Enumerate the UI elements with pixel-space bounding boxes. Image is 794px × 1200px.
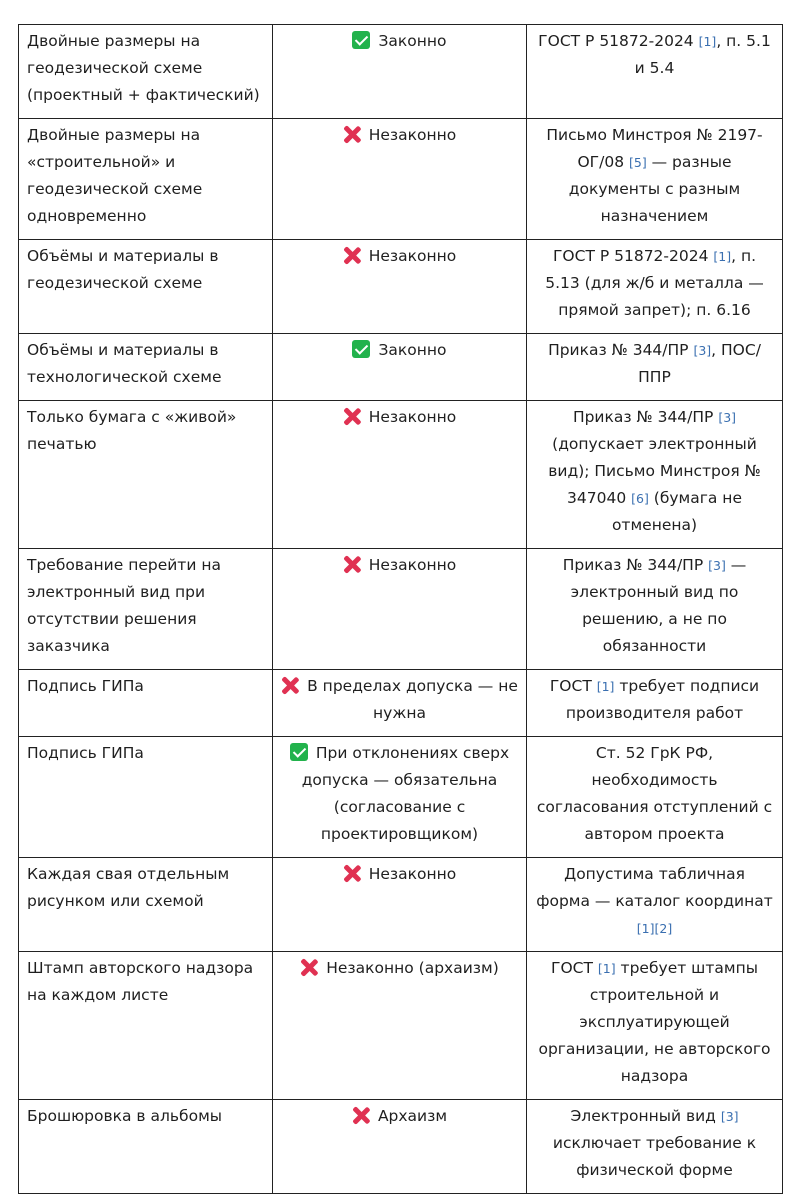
table-row [19,549,783,670]
source-cell [527,119,783,240]
requirement-cell: Требование перейти на электронный вид при отсутствии решения заказчика [19,549,273,670]
reference-link[interactable]: [1] [698,34,717,49]
requirement-cell: Подпись ГИПа [19,737,273,858]
status-label: Незаконно (архаизм) [326,959,499,977]
reference-link[interactable]: [6] [631,491,649,506]
check-icon [352,340,370,358]
check-icon [352,31,370,49]
reference-link[interactable]: [5] [628,155,647,170]
requirement-cell: Двойные размеры на «строительной» и геодезической схеме одновременно [19,119,273,240]
status-label: В пределах допуска — не нужна [307,677,518,722]
source-cell [527,549,783,670]
status-cell [273,25,527,119]
status-label: Архаизм [377,1107,448,1125]
source-cell [527,334,783,401]
status-cell [273,737,527,858]
source-text: — разные документы с разным назначением [568,153,741,225]
cross-icon [352,1106,370,1124]
status-label: Законно [378,341,447,359]
requirement-cell: Только бумага с «живой» печатью [19,401,273,549]
source-text: исключает требование к физической форме [552,1134,757,1179]
table-row [19,952,783,1100]
source-text: , ПОС/ППР [638,341,761,386]
source-text: (допускает электронный вид); Письмо Минстроя № 347040 [548,435,761,507]
table-body [19,25,783,1194]
source-cell [527,858,783,952]
source-text: требует подписи производителя работ [565,677,760,722]
source-text: Приказ № 344/ПР [548,341,694,359]
requirement-cell: Подпись ГИПа [19,670,273,737]
legal-requirements-table [18,24,783,1194]
status-label: Незаконно [368,865,457,883]
reference-link[interactable]: [1] [636,921,655,936]
table-row [19,119,783,240]
table-row [19,670,783,737]
requirement-cell: Штамп авторского надзора на каждом листе [19,952,273,1100]
reference-link[interactable]: [2] [654,921,673,936]
status-cell [273,1100,527,1194]
table-row [19,858,783,952]
source-text: Письмо Минстроя № 2197-ОГ/08 [546,126,763,171]
source-cell [527,952,783,1100]
requirement-cell: Объёмы и материалы в технологической схеме [19,334,273,401]
source-cell [527,401,783,549]
source-text: Ст. 52 ГрК РФ, необходимость согласования отступлений с автором проекта [536,744,773,843]
reference-link[interactable]: [1] [596,679,615,694]
requirement-cell: Брошюровка в альбомы [19,1100,273,1194]
cross-icon [343,407,361,425]
table-row [19,401,783,549]
table-row [19,240,783,334]
requirement-cell: Объёмы и материалы в геодезической схеме [19,240,273,334]
reference-link[interactable]: [3] [693,343,712,358]
source-text: , п. 5.13 (для ж/б и металла — прямой запрет); п. 6.16 [545,247,764,319]
status-cell [273,858,527,952]
check-icon [290,743,308,761]
source-text: Приказ № 344/ПР [562,556,709,574]
status-label: Незаконно [368,247,457,265]
source-text: требует штампы строительной и эксплуатирующей организации, не авторского надзора [538,959,771,1085]
table-row [19,25,783,119]
reference-link[interactable]: [3] [718,410,737,425]
status-label: Законно [378,32,447,50]
source-text: ГОСТ [549,677,597,695]
status-cell [273,549,527,670]
cross-icon [343,246,361,264]
status-label: При отклонениях сверх допуска — обязательна (согласование с проектировщиком) [301,744,510,843]
cross-icon [343,555,361,573]
source-cell [527,670,783,737]
source-cell [527,25,783,119]
source-text: (бумага не отменена) [611,489,742,534]
source-text: , п. 5.1 и 5.4 [634,32,771,77]
source-text: ГОСТ [551,959,598,977]
status-label: Незаконно [368,556,457,574]
source-text: Электронный вид [570,1107,721,1125]
source-cell [527,240,783,334]
source-text: Приказ № 344/ПР [572,408,719,426]
source-text: Допустима табличная форма — каталог координат [536,865,773,910]
status-cell [273,401,527,549]
status-label: Незаконно [368,408,457,426]
table-row [19,737,783,858]
cross-icon [343,125,361,143]
requirement-cell: Двойные размеры на геодезической схеме (проектный + фактический) [19,25,273,119]
status-cell [273,670,527,737]
source-cell [527,1100,783,1194]
cross-icon [281,676,299,694]
source-cell [527,737,783,858]
source-text: ГОСТ Р 51872-2024 [552,247,714,265]
table-row [19,1100,783,1194]
requirement-cell: Каждая свая отдельным рисунком или схемой [19,858,273,952]
table-row [19,334,783,401]
status-label: Незаконно [368,126,457,144]
source-text: ГОСТ Р 51872-2024 [538,32,699,50]
source-text: — электронный вид по решению, а не по обязанности [570,556,747,655]
status-cell [273,119,527,240]
cross-icon [300,958,318,976]
cross-icon [343,864,361,882]
status-cell [273,952,527,1100]
status-cell [273,240,527,334]
reference-link[interactable]: [3] [720,1109,739,1124]
reference-link[interactable]: [1] [597,961,616,976]
status-cell [273,334,527,401]
reference-link[interactable]: [1] [713,249,732,264]
reference-link[interactable]: [3] [708,558,726,573]
